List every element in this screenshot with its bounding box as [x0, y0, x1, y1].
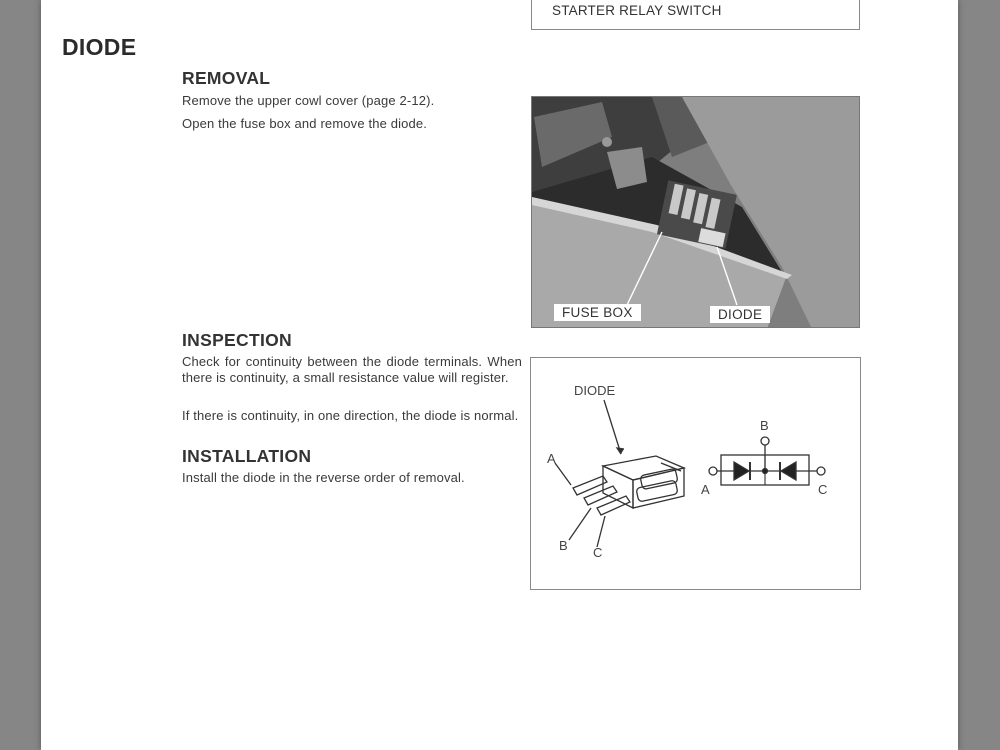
page-title: DIODE	[62, 34, 137, 60]
fuse-box-callout: FUSE BOX	[554, 304, 641, 321]
inspection-heading: INSPECTION	[182, 330, 292, 350]
removal-heading: REMOVAL	[182, 68, 271, 88]
diode-diagram-label: DIODE	[574, 383, 616, 398]
symbol-label-c: C	[818, 482, 828, 497]
symbol-label-a: A	[701, 482, 710, 497]
manual-page	[41, 0, 958, 750]
installation-heading: INSTALLATION	[182, 446, 312, 466]
symbol-label-b: B	[760, 418, 769, 433]
installation-paragraph: Install the diode in the reverse order of removal.	[182, 470, 465, 485]
previous-section-label: STARTER RELAY SWITCH	[552, 3, 722, 18]
removal-step-2: Open the fuse box and remove the diode.	[182, 116, 428, 131]
connector-label-a: A	[547, 451, 556, 466]
fuse-box-photo	[531, 96, 860, 328]
fuse-box-photo-image	[532, 97, 860, 328]
inspection-paragraph-1: Check for continuity between the diode terminals. When there is continuity, a small resistance value will register.	[182, 354, 522, 385]
removal-step-1: Remove the upper cowl cover (page 2-12).	[182, 93, 435, 108]
connector-label-b: B	[559, 538, 568, 553]
inspection-paragraph-2: If there is continuity, in one direction, the diode is normal.	[182, 408, 519, 423]
previous-section-box	[531, 0, 860, 30]
diode-photo-callout: DIODE	[710, 306, 770, 323]
connector-label-c: C	[593, 545, 603, 560]
diode-diagram	[530, 357, 861, 590]
